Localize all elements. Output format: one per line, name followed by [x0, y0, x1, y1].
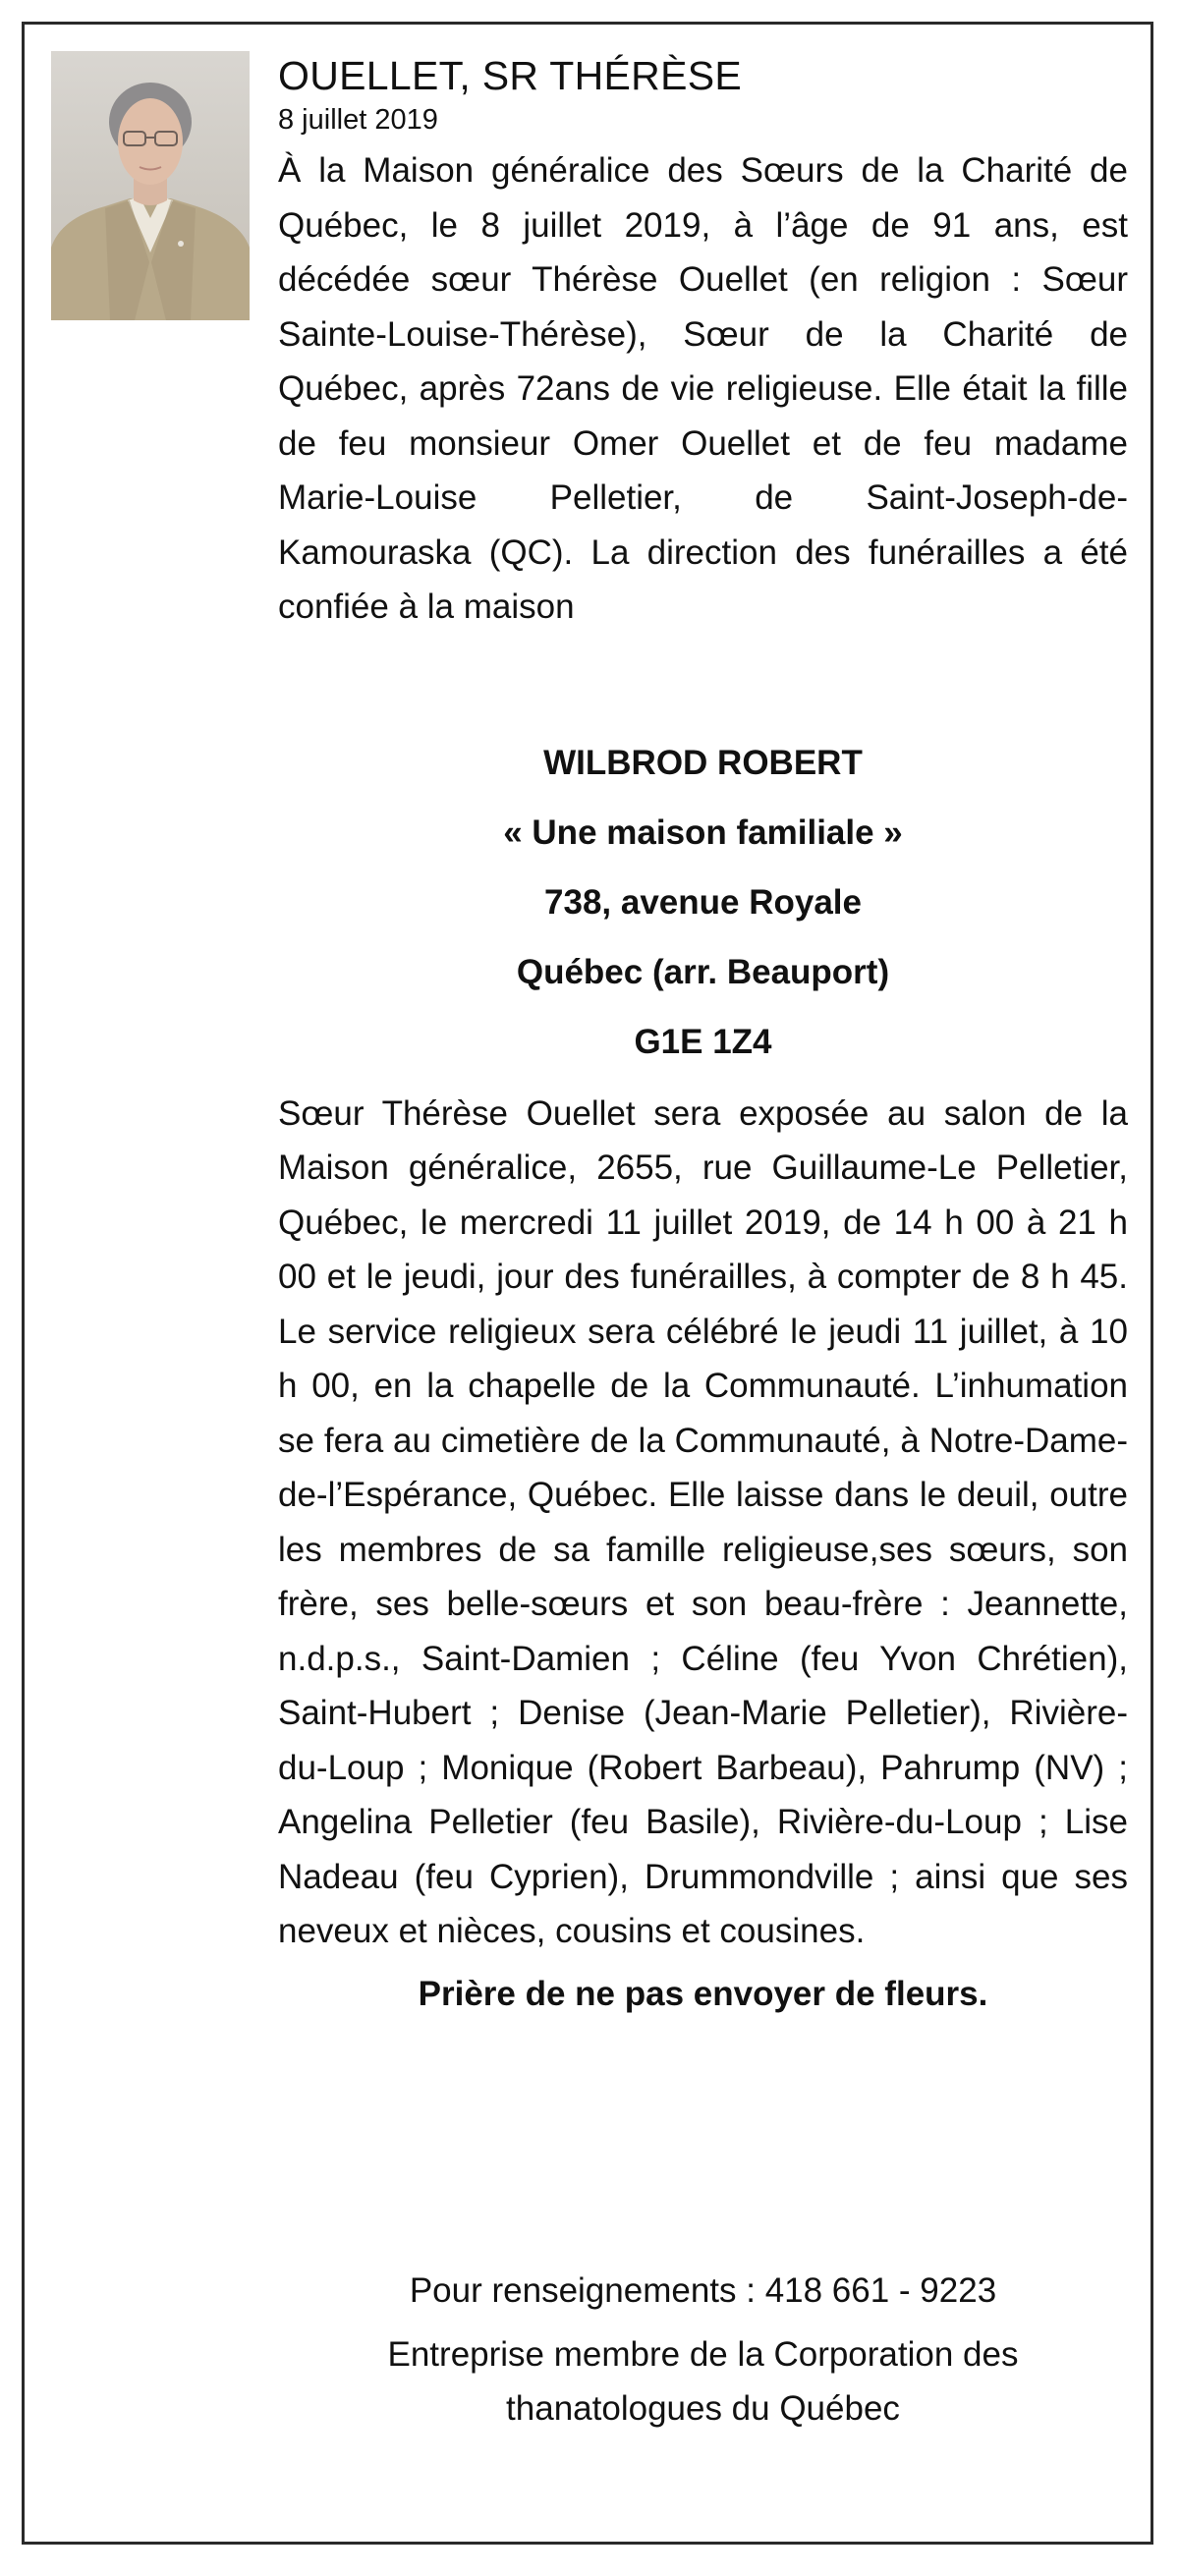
deceased-name: OUELLET, SR THÉRÈSE	[278, 53, 743, 98]
funeral-home-block	[278, 728, 1128, 1077]
funeral-home-city: Québec (arr. Beauport)	[516, 952, 890, 991]
funeral-home-name: WILBROD ROBERT	[543, 743, 863, 782]
footer	[278, 2264, 1128, 2436]
obituary-content	[278, 49, 1128, 2021]
funeral-home-postal-code: G1E 1Z4	[634, 1022, 772, 1061]
funeral-home-slogan: « Une maison familiale »	[503, 812, 903, 852]
intro-paragraph: À la Maison généralice des Sœurs de la Charité de Québec, le 8 juillet 2019, à l’âge de 91 ans, est décédée sœur Thérèse Ouellet (en religion : Sœur Sainte-Louise-Thérèse), Sœur de la Charité de Québec, après 72ans de vie religieuse. Elle était la fille de feu monsieur Omer Ouellet et de feu madame Marie-Louise Pelletier, de Saint-Joseph-de-Kamouraska (QC). La direction des funérailles a été confiée à la maison	[278, 151, 1128, 626]
membership-line-1: Entreprise membre de la Corporation des	[387, 2335, 1019, 2374]
funeral-home-street: 738, avenue Royale	[544, 882, 862, 922]
death-date: 8 juillet 2019	[278, 104, 438, 136]
info-phone-line: Pour renseignements : 418 661 - 9223	[409, 2271, 997, 2310]
details-paragraph: Sœur Thérèse Ouellet sera exposée au salon de la Maison généralice, 2655, rue Guillaume-Le Pelletier, Québec, le mercredi 11 juillet 2019, de 14 h 00 à 21 h 00 et le jeudi, jour des funérailles, à compter de 8 h 45. Le service religieux sera célébré le jeudi 11 juillet, à 10 h 00, en la chapelle de la Communauté. L’inhumation se fera au cimetière de la Communauté, à Notre-Dame-de-l’Espérance, Québec. Elle laisse dans le deuil, outre les membres de sa famille religieuse,ses sœurs, son frère, ses belle-sœurs et son beau-frère : Jeannette, n.d.p.s., Saint-Damien ; Céline (feu Yvon Chrétien), Saint-Hubert ; Denise (Jean-Marie Pelletier), Rivière-du-Loup ; Monique (Robert Barbeau), Pahrump (NV) ; Angelina Pelletier (feu Basile), Rivière-du-Loup ; Lise Nadeau (feu Cyprien), Drummondville ; ainsi que ses neveux et nièces, cousins et cousines.	[278, 1093, 1128, 1950]
portrait-photo	[51, 51, 250, 320]
membership-line-2: thanatologues du Québec	[506, 2389, 900, 2428]
flowers-note: Prière de ne pas envoyer de fleurs.	[418, 1974, 988, 2013]
